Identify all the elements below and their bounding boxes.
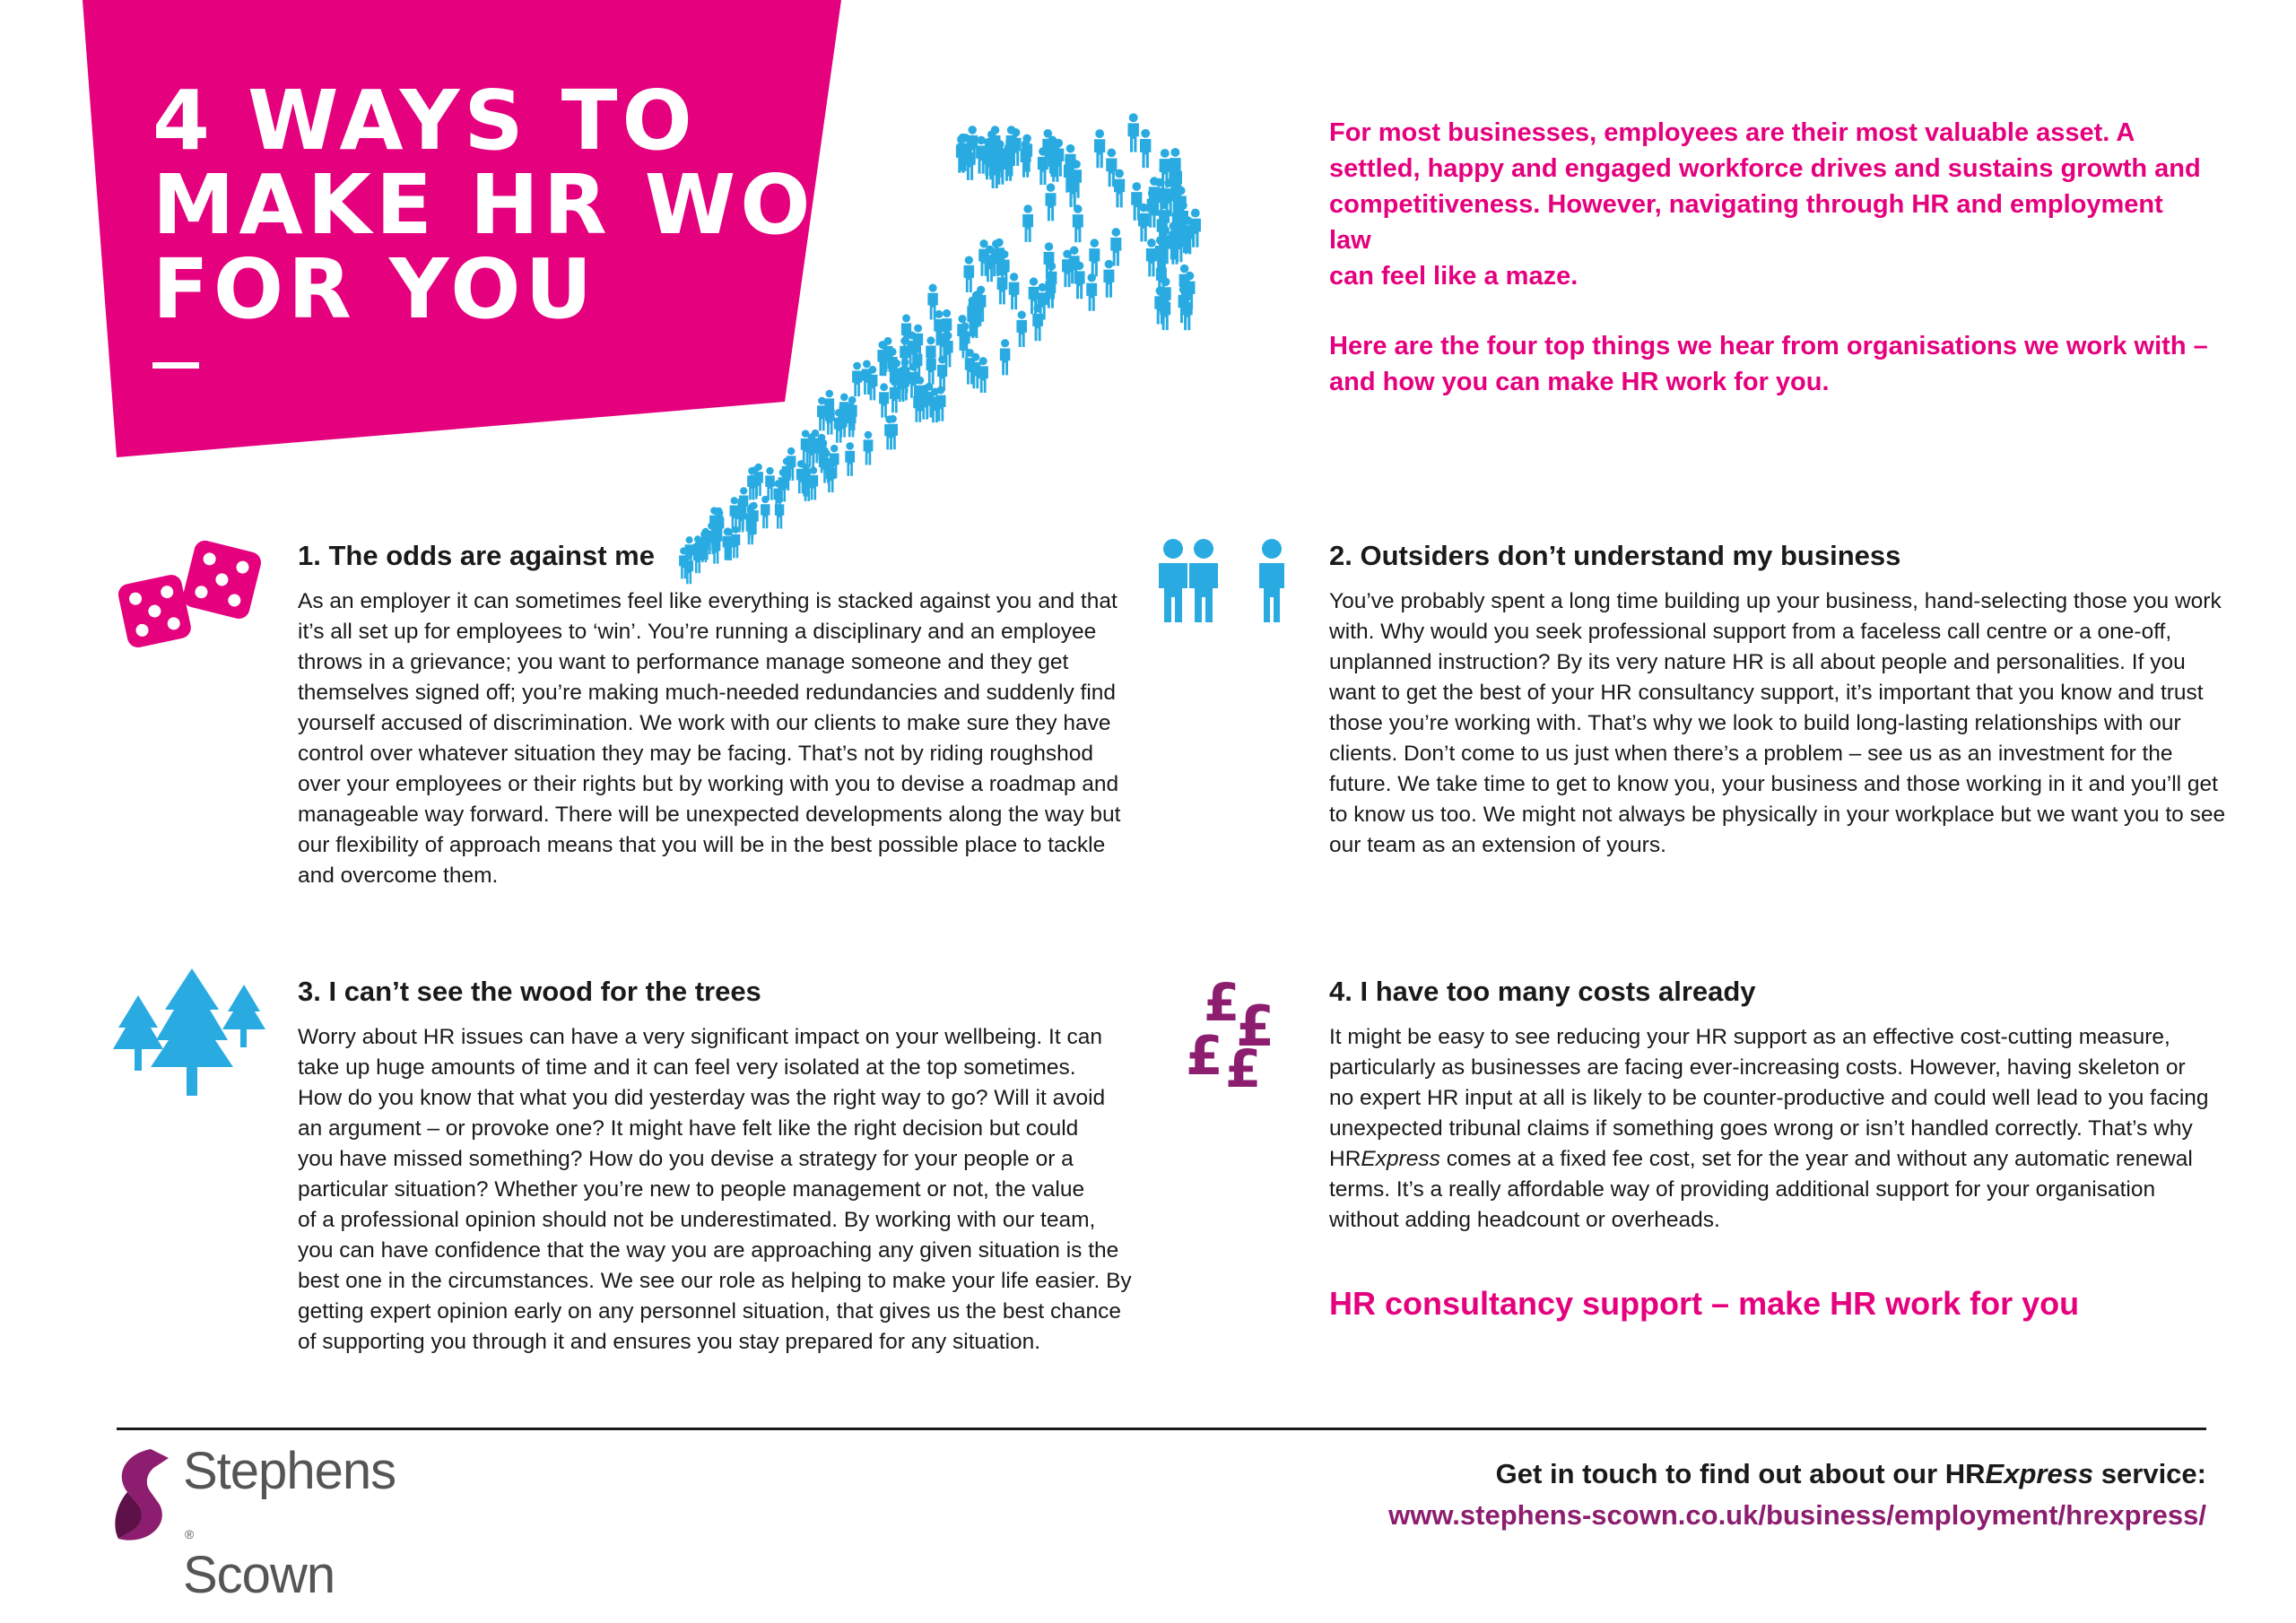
body-line-rest: comes at a fixed fee cost, set for the year and without any automatic renewal — [1439, 1147, 2193, 1171]
title-line-1: 4 WAYS TO — [152, 73, 697, 169]
body-line: future. We take time to get to know you, your business and those working in it and you’ll get — [1329, 772, 2218, 796]
crowd-person — [1073, 204, 1083, 242]
intro-paragraph-1 — [1329, 115, 2208, 294]
crowd-person — [1103, 260, 1114, 298]
pound-icon — [1186, 974, 1311, 1090]
section-3-body — [298, 1022, 1132, 1358]
crowd-person — [1114, 169, 1125, 208]
body-line: getting expert opinion early on any personnel situation, that gives us the best chance — [298, 1299, 1121, 1324]
crowd-person — [1086, 273, 1097, 311]
registered-mark: ® — [185, 1527, 194, 1541]
body-line: How do you know that what you did yesterday was the right way to go? Will it avoid — [298, 1086, 1106, 1110]
crowd-person — [964, 256, 975, 292]
crowd-person — [852, 362, 862, 397]
section-1-body — [298, 586, 1123, 891]
body-line: particular situation? Whether you’re new to people management or not, the value — [298, 1177, 1085, 1202]
section-2-title: 2. Outsiders don’t understand my business — [1329, 540, 1901, 571]
crowd-person — [884, 415, 894, 449]
express-italic: Express — [1361, 1147, 1440, 1171]
footer-cta-prefix: Get in touch to find out about our HR — [1495, 1458, 1986, 1489]
crowd-person — [1140, 129, 1151, 168]
section-4-title: 4. I have too many costs already — [1329, 976, 1756, 1007]
section-3 — [298, 974, 1132, 1358]
body-line: over your employees or their rights but by working with you to devise a roadmap and — [298, 772, 1119, 796]
crowd-person — [1038, 147, 1048, 185]
hr-prefix: HR — [1329, 1147, 1361, 1171]
crowd-person — [825, 401, 835, 435]
crowd-person — [1074, 262, 1085, 299]
crowd-person — [737, 497, 746, 529]
body-line: it’s all set up for employees to ‘win’. You’re running a disciplinary and an employee — [298, 620, 1097, 644]
crowd-arrow-illustration — [655, 90, 1265, 592]
intro-text — [1329, 115, 2208, 434]
trees-icon — [113, 968, 267, 1098]
body-line: unexpected tribunal claims if something goes wrong or isn’t handled correctly. That’s why — [1329, 1116, 2193, 1141]
crowd-person — [761, 496, 770, 528]
crowd-person — [1160, 292, 1170, 330]
logo-line-2: Scown — [183, 1546, 335, 1604]
body-line: It might be easy to see reducing your HR support as an effective cost-cutting measure, — [1329, 1025, 2170, 1049]
body-line: control over whatever situation they may be facing. That’s not by riding roughshod — [298, 742, 1094, 766]
body-line: Worry about HR issues can have a very significant impact on your wellbeing. It can — [298, 1025, 1102, 1049]
crowd-person — [845, 442, 855, 476]
body-line: our team as an extension of yours. — [1329, 833, 1666, 857]
body-line: you have missed something? How do you devise a strategy for your people or a — [298, 1147, 1074, 1171]
body-line: of supporting you through it and ensures you stay prepared for any situation. — [298, 1330, 1041, 1354]
crowd-person — [1009, 273, 1020, 309]
crowd-person — [1016, 310, 1027, 347]
footer-contact — [1388, 1454, 2206, 1537]
crowd-person — [826, 459, 836, 492]
crowd-person — [867, 366, 877, 401]
intro-line: For most businesses, employees are their most valuable asset. A — [1329, 118, 2135, 147]
body-line: you can have confidence that the way you are approaching any given situation is the — [298, 1238, 1119, 1263]
crowd-person — [978, 357, 988, 393]
crowd-person — [1110, 228, 1121, 265]
section-4-body — [1329, 1022, 2226, 1236]
body-line: You’ve probably spent a long time building up your business, hand-selecting those you work — [1329, 589, 2222, 613]
body-line: want to get the best of your HR consultancy support, it’s important that you know and trust — [1329, 681, 2204, 705]
body-line: particularly as businesses are facing ever-increasing costs. However, having skeleton or — [1329, 1055, 2186, 1080]
crowd-person — [879, 383, 889, 418]
crowd-person — [1094, 129, 1105, 168]
title-line-3: FOR YOU — [152, 241, 597, 337]
people-icon — [1155, 538, 1299, 624]
crowd-person — [1128, 113, 1139, 152]
section-2 — [1329, 538, 2226, 861]
footer-cta-italic: Express — [1985, 1458, 2094, 1489]
svg-text:£: £ — [1186, 1025, 1223, 1088]
crowd-person — [747, 467, 756, 499]
title-line-2: MAKE HR WORK — [152, 157, 952, 253]
svg-text:£: £ — [1204, 974, 1240, 1033]
footer-divider — [117, 1428, 2206, 1430]
body-line: no expert HR input at all is likely to be counter-productive and could well lead to you facing — [1329, 1086, 2209, 1110]
crowd-person — [864, 431, 874, 465]
body-line: manageable way forward. There will be unexpected developments along the way but — [298, 803, 1121, 827]
footer-url-link[interactable]: www.stephens-scown.co.uk/business/employment/hrexpress/ — [1388, 1499, 2206, 1531]
intro-line: Here are the four top things we hear from organisations we work with – — [1329, 332, 2208, 360]
body-line: our flexibility of approach means that you will be in the best possible place to tackle — [298, 833, 1106, 857]
body-line: without adding headcount or overheads. — [1329, 1208, 1720, 1232]
crowd-person — [1089, 239, 1100, 276]
footer-cta-suffix: service: — [2093, 1458, 2206, 1489]
section-4 — [1329, 974, 2226, 1236]
intro-line: competitiveness. However, navigating through HR and employment law — [1329, 190, 2163, 255]
body-line: best one in the circumstances. We see our role as helping to make your life easier. By — [298, 1269, 1132, 1293]
footer-cta-text — [1388, 1454, 2206, 1494]
body-line: an argument – or provoke one? It might have felt like the right decision but could — [298, 1116, 1079, 1141]
body-line: and overcome them. — [298, 864, 499, 888]
body-line: with. Why would you seek professional support from a faceless call centre or a one-off, — [1329, 620, 2172, 644]
logo-stephens: Stephens — [183, 1442, 396, 1500]
body-line: of a professional opinion should not be underestimated. By working with our team, — [298, 1208, 1096, 1232]
stephens-scown-logo-icon — [115, 1449, 174, 1548]
intro-line: can feel like a maze. — [1329, 262, 1578, 291]
body-line: clients. Don’t come to us just when there’s a problem – see us as an investment for the — [1329, 742, 2173, 766]
crowd-person — [920, 385, 930, 420]
body-line: throws in a grievance; you want to performance manage someone and they get — [298, 650, 1069, 674]
body-line: to know us too. We might not always be physically in your workplace but we want you to see — [1329, 803, 2226, 827]
crowd-person — [1000, 339, 1011, 375]
section-3-title: 3. I can’t see the wood for the trees — [298, 976, 761, 1007]
intro-line: settled, happy and engaged workforce drives and sustains growth and — [1329, 154, 2201, 183]
body-line: yourself accused of discrimination. We work with our clients to make sure they have — [298, 711, 1111, 735]
crowd-person — [1022, 204, 1033, 242]
body-line: themselves signed off; you’re making much-needed redundancies and suddenly find — [298, 681, 1117, 705]
title-underline — [152, 362, 199, 369]
body-line: terms. It’s a really affordable way of providing additional support for your organisation — [1329, 1177, 2156, 1202]
body-line: those you’re working with. That’s why we look to build long-lasting relationships with our — [1329, 711, 2181, 735]
body-line: unplanned instruction? By its very nature HR is all about people and personalities. If you — [1329, 650, 2186, 674]
dice-icon — [115, 536, 267, 653]
logo-line-1 — [183, 1442, 396, 1549]
svg-text:£: £ — [1236, 994, 1275, 1059]
crowd-person — [765, 467, 775, 500]
company-logo-text — [183, 1442, 396, 1604]
body-line: take up huge amounts of time and it can feel very isolated at the top sometimes. — [298, 1055, 1076, 1080]
svg-text:£: £ — [1225, 1038, 1262, 1090]
crowd-person — [1046, 183, 1057, 221]
cta-heading: HR consultancy support – make HR work for you — [1329, 1285, 2080, 1322]
intro-line: and how you can make HR work for you. — [1329, 368, 1830, 396]
section-1-title: 1. The odds are against me — [298, 540, 655, 571]
crowd-person — [1032, 304, 1043, 341]
body-line: As an employer it can sometimes feel like everything is stacked against you and that — [298, 589, 1118, 613]
body-line — [1329, 1144, 2226, 1175]
intro-paragraph-2 — [1329, 328, 2208, 400]
section-1 — [298, 538, 1123, 891]
section-2-body — [1329, 586, 2226, 861]
crowd-person — [976, 136, 987, 174]
